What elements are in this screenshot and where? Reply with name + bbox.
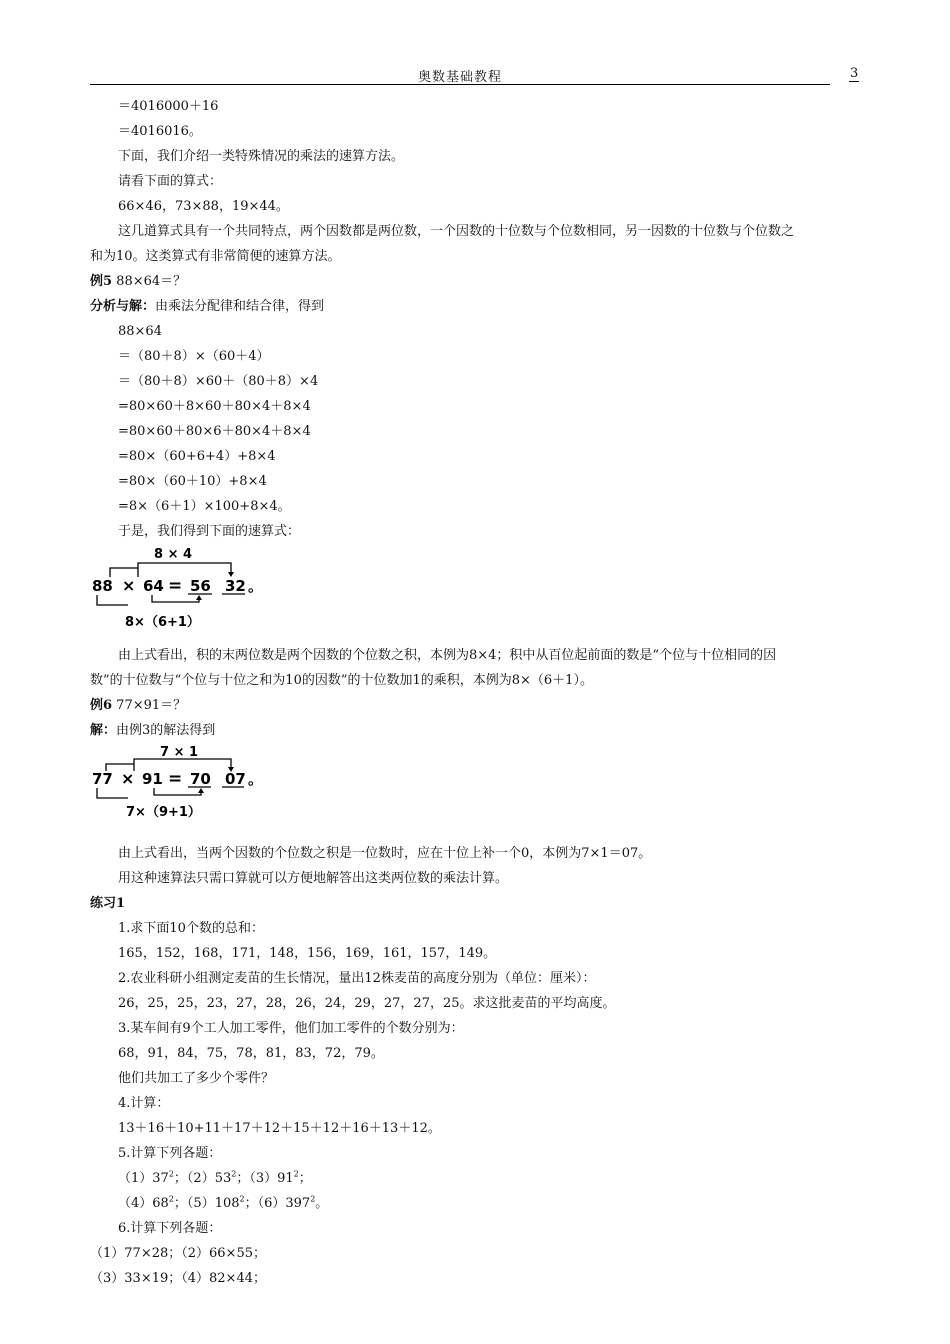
step-line: =8×（6＋1）×100+8×4。 (118, 499, 291, 514)
step-line: =80×（60＋10）+8×4 (118, 474, 267, 489)
analysis-label: 分析与解： (90, 299, 156, 314)
question-line: 165，152，168，171，148，156，169，161，157，149。 (118, 946, 497, 961)
diagram-bottom-label: 7×（9+1） (126, 805, 201, 820)
text-line: ＝4016016。 (118, 124, 202, 139)
text-line: 66×46，73×88，19×44。 (118, 199, 289, 214)
text-line: 这几道算式具有一个共同特点，两个因数都是两位数，一个因数的十位数与个位数相同，另一因数的十位数与个位数之 (118, 224, 795, 239)
text-line: 由上式看出，积的末两位数是两个因数的个位数之积，本例为8×4；积中从百位起前面的数是“个位与十位相同的因 (118, 648, 777, 663)
question-line: 他们共加工了多少个零件？ (118, 1071, 275, 1086)
item-text: ；（5）108 (173, 1196, 240, 1211)
text-line: 由上式看出，当两个因数的个位数之积是一位数时，应在十位上补一个0，本例为7×1＝07。 (118, 846, 652, 861)
item-text: （1）37 (118, 1171, 169, 1186)
period: 。 (248, 577, 264, 595)
diagram-top-label: 7 × 1 (160, 745, 199, 760)
factor-a: 77 (92, 770, 113, 788)
question-line: 26，25，25，23，27，28，26，24，29，27，27，25。求这批麦苗的平均高度。 (118, 996, 616, 1011)
question-line: 5.计算下列各题： (118, 1146, 222, 1161)
equals-sign: = (168, 769, 183, 789)
step-line: 88×64 (118, 324, 162, 339)
practice-label: 练习1 (90, 896, 126, 911)
solution-heading (90, 723, 215, 739)
header-title: 奥数基础教程 (417, 70, 502, 85)
step-line: ＝（80＋8）×60＋（80＋8）×4 (118, 374, 319, 389)
factor-b: 91 (142, 770, 163, 788)
speed-calc-diagram-1 (88, 542, 278, 638)
item-text: 。 (315, 1196, 329, 1211)
times-sign: × (122, 576, 136, 595)
text-line: 用这种速算法只需口算就可以方便地解答出这类两位数的乘法计算。 (118, 871, 509, 886)
step-line: 于是，我们得到下面的速算式： (118, 524, 301, 539)
exponent: 2 (310, 1194, 316, 1204)
step-line: =80×60＋8×60＋80×4＋8×4 (118, 399, 311, 414)
step-line: =80×60＋80×6＋80×4＋8×4 (118, 424, 311, 439)
text-line: 数”的十位数与“个位与十位之和为10的因数”的十位数加1的乘积，本例为8×（6＋1）。 (90, 673, 593, 688)
question-line (118, 1171, 312, 1187)
diagram-top-label: 8 × 4 (154, 547, 193, 562)
question-line: （3）33×19；（4）82×44； (90, 1271, 266, 1286)
question-line (118, 1196, 328, 1212)
result-low: 07 (225, 770, 246, 788)
step-line: =80×（60+6+4）+8×4 (118, 449, 276, 464)
exponent: 2 (231, 1169, 237, 1179)
example-text: 88×64＝？ (112, 274, 187, 289)
diagram-bottom-label: 8×（6+1） (125, 615, 200, 630)
exponent: 2 (168, 1169, 174, 1179)
step-line: ＝（80＋8）×（60＋4） (118, 349, 270, 364)
equals-sign: = (168, 576, 183, 596)
solution-label: 解： (90, 723, 117, 738)
question-line: （1）77×28；（2）66×55； (90, 1246, 266, 1261)
item-text: ；（2）53 (173, 1171, 232, 1186)
result-high: 56 (190, 577, 211, 595)
example-text: 77×91＝？ (112, 698, 187, 713)
question-line: 1.求下面10个数的总和： (118, 921, 264, 936)
question-line: 3.某车间有9个工人加工零件，他们加工零件的个数分别为： (118, 1021, 464, 1036)
exponent: 2 (168, 1194, 174, 1204)
exponent: 2 (239, 1194, 245, 1204)
analysis-heading (90, 299, 324, 315)
page-header (90, 66, 830, 85)
factor-b: 64 (143, 577, 164, 595)
example-6-heading (90, 698, 186, 714)
example-label: 例5 (90, 274, 113, 289)
question-line: 6.计算下列各题： (118, 1221, 222, 1236)
times-sign: × (121, 769, 135, 788)
speed-calc-diagram-2 (88, 740, 278, 828)
period: 。 (248, 770, 264, 788)
question-line: 13＋16＋10+11＋17＋12＋15＋12＋16＋13＋12。 (118, 1121, 441, 1136)
result-low: 32 (225, 577, 246, 595)
item-text: ；（3）91 (236, 1171, 294, 1186)
analysis-text: 由乘法分配律和结合律，得到 (155, 299, 325, 314)
text-line: 和为10。这类算式有非常简便的速算方法。 (90, 249, 341, 264)
text-line: 下面，我们介绍一类特殊情况的乘法的速算方法。 (118, 149, 405, 164)
example-label: 例6 (90, 698, 113, 713)
result-high: 70 (190, 770, 211, 788)
example-5-heading (90, 274, 186, 290)
factor-a: 88 (92, 577, 113, 595)
item-text: （4）68 (118, 1196, 169, 1211)
solution-text: 由例3的解法得到 (116, 723, 216, 738)
question-line: 4.计算： (118, 1096, 170, 1111)
question-line: 2.农业科研小组测定麦苗的生长情况，量出12株麦苗的高度分别为（单位：厘米）： (118, 971, 596, 986)
item-text: ；（6）397 (244, 1196, 311, 1211)
item-text: ； (298, 1171, 312, 1186)
text-line: ＝4016000＋16 (118, 99, 219, 114)
practice-heading (90, 896, 125, 912)
text-line: 请看下面的算式： (118, 174, 223, 189)
page-number: 3 (850, 66, 859, 81)
question-line: 68，91，84，75，78，81，83，72，79。 (118, 1046, 384, 1061)
exponent: 2 (293, 1169, 299, 1179)
